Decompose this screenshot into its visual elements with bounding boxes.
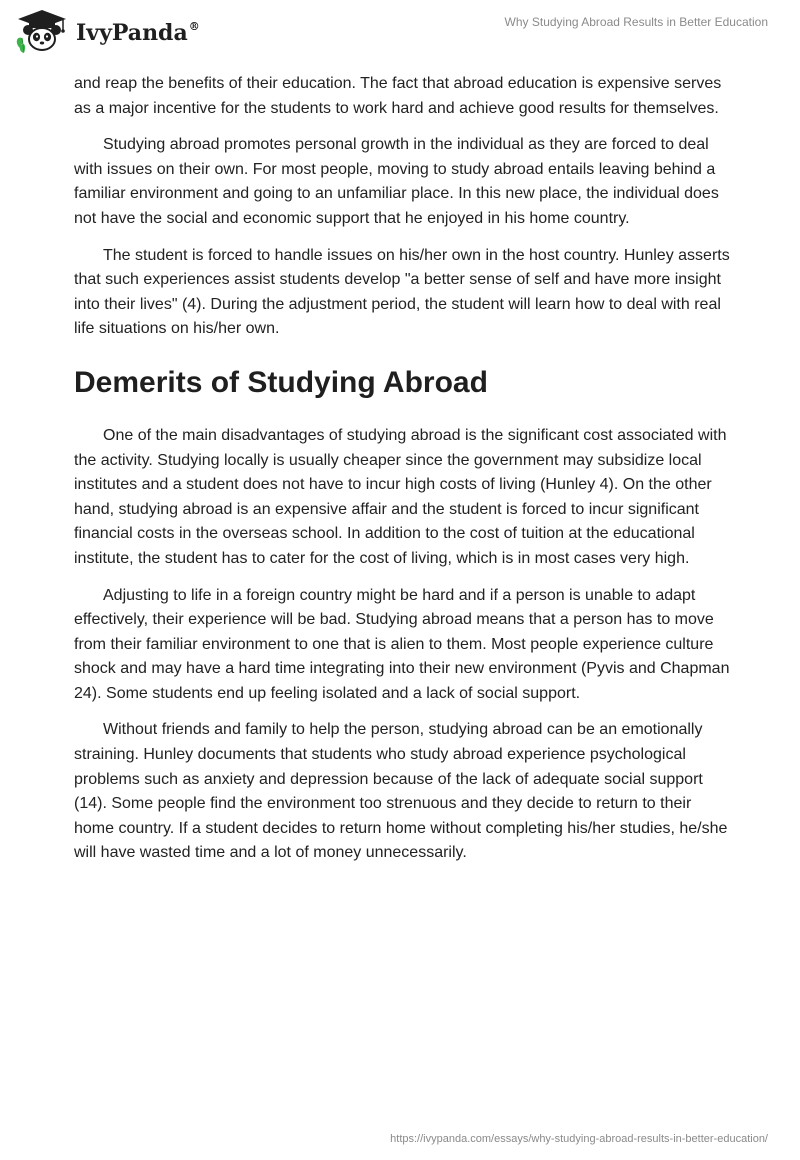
brand-name: IvyPanda® xyxy=(76,19,200,46)
paragraph: One of the main disadvantages of studying abroad is the significant cost associated with the activity. Studying locally is usually cheaper since the government may subsidize local institutes and a student does not have to incur high costs of living (Hunley 4). On the other hand, studying abroad is an expensive affair and the student is forced to incur significant financial costs in the overseas school. In addition to the cost of tuition at the educational institute, the student has to cater for the cost of living, which is in most cases very high. xyxy=(74,426,727,567)
ivypanda-logo[interactable] xyxy=(14,8,200,54)
page-header xyxy=(0,0,800,62)
paragraph: Studying abroad promotes personal growth in the individual as they are forced to deal with issues on their own. For most people, moving to study abroad entails leaving behind a familiar environment and going to an unfamiliar place. In this new place, the individual does not have the social and economic support that he enjoyed in his home country. xyxy=(74,136,719,227)
section-heading: Demerits of Studying Abroad xyxy=(74,365,488,399)
paragraph: Without friends and family to help the person, studying abroad can be an emotionally straining. Hunley documents that students who study abroad experience psychological problems such as anxiety and depression because of the lack of adequate social support (14). Some people find the environment too strenuous and they decide to return to their home country. If a student decides to return home without completing his/her studies, he/she will have wasted time and a lot of money unnecessarily. xyxy=(74,721,728,862)
paragraph: and reap the benefits of their education. The fact that abroad education is expensive serves as a major incentive for the students to work hard and achieve good results for themselves. xyxy=(74,75,722,117)
essay-body xyxy=(74,72,734,878)
paragraph: The student is forced to handle issues on his/her own in the host country. Hunley asserts that such experiences assist students develop "a better sense of self and have more insight into their lives" (4). During the adjustment period, the student will learn how to deal with real life situations on his/her own. xyxy=(74,246,730,338)
paragraph: Adjusting to life in a foreign country might be hard and if a person is unable to adapt effectively, their experience will be bad. Studying abroad means that a person has to move from their familiar environment to one that is alien to them. Most people experience culture shock and may have a hard time integrating into their new environment (Pyvis and Chapman 24). Some students end up feeling isolated and a lack of social support. xyxy=(74,586,730,702)
panda-graduate-icon xyxy=(14,8,70,54)
running-title: Why Studying Abroad Results in Better Education xyxy=(504,15,768,29)
source-url[interactable]: https://ivypanda.com/essays/why-studying-abroad-results-in-better-education/ xyxy=(390,1133,768,1145)
